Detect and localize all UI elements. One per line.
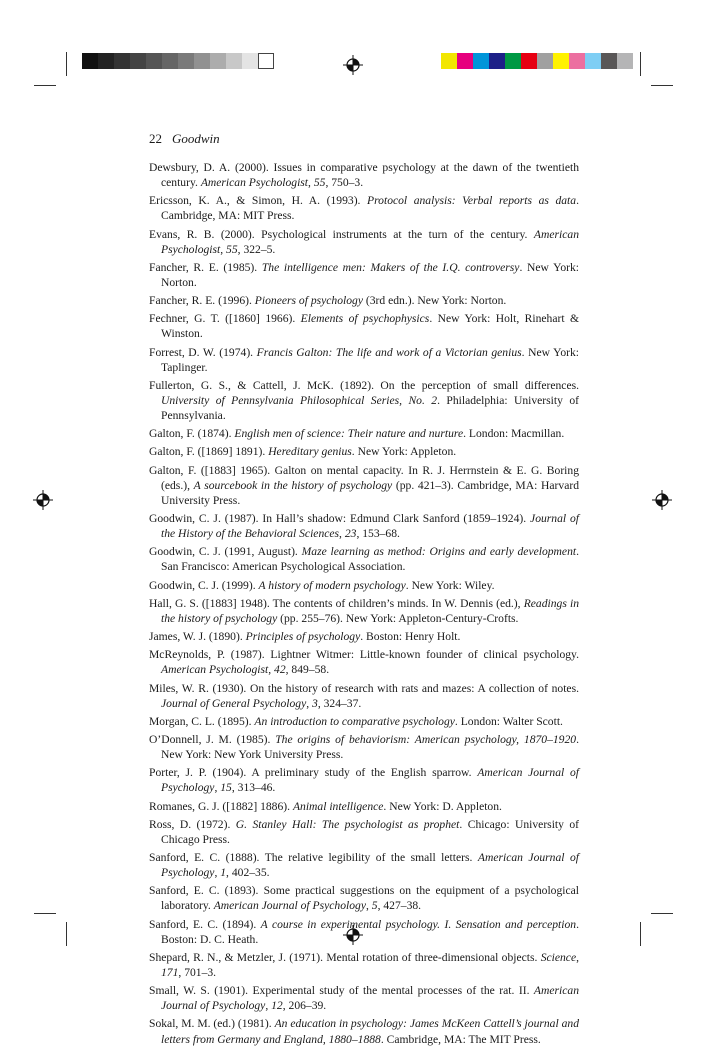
reference-text: Forrest, D. W. (1974). (149, 345, 257, 359)
grayscale-swatch (130, 53, 146, 69)
reference-text: . New York: New York University Press. (161, 732, 579, 762)
color-swatch (617, 53, 633, 69)
reference-text: . New York: Appleton. (351, 445, 457, 459)
crop-mark-bottom-right-v (640, 922, 641, 946)
reference-entry (149, 732, 579, 762)
reference-text: Morgan, C. L. (1895). (149, 714, 255, 728)
color-swatch (473, 53, 489, 69)
reference-text: Galton, F. ([1869] 1891). (149, 445, 269, 459)
reference-italic-text: 23 (344, 527, 357, 541)
reference-text: O’Donnell, J. M. (1985). (149, 732, 276, 746)
reference-italic-text: A sourcebook in the history of psychology (193, 478, 393, 492)
reference-entry (149, 544, 579, 574)
reference-text: . New York: Holt, Rinehart & Winston. (161, 312, 579, 341)
registration-mark-right-icon (652, 490, 672, 510)
grayscale-swatch (146, 53, 162, 69)
reference-italic-text: 55 (313, 176, 326, 190)
page-number: 22 (149, 131, 162, 146)
reference-text: , (214, 866, 221, 880)
reference-text: , 750–3. (325, 176, 364, 190)
reference-italic-text: 171 (161, 965, 179, 979)
reference-italic-text: Protocol analysis: Verbal reports as data (367, 194, 577, 208)
reference-italic-text: University of Pennsylvania Philosophical Series, No. 2 (161, 393, 438, 407)
reference-text: Galton, F. ([1883] 1965). Galton on mental capacity. In R. J. Herrnstein & E. G. Boring (eds.), (149, 463, 579, 492)
reference-text: , 322–5. (237, 242, 276, 256)
reference-entry (149, 293, 579, 308)
reference-italic-text: 12 (271, 999, 283, 1013)
reference-text: Shepard, R. N., & Metzler, J. (1971). Mental rotation of three-dimensional objects. (149, 950, 541, 964)
grayscale-swatch (194, 53, 210, 69)
grayscale-swatch (226, 53, 242, 69)
reference-italic-text: An education in psychology: James McKeen Cattell’s journal and letters from Germany and England, 1880–1888 (161, 1017, 579, 1046)
reference-text: Goodwin, C. J. (1991, August). (149, 545, 302, 559)
reference-text: Romanes, G. J. ([1882] 1886). (149, 799, 293, 813)
reference-text: Ericsson, K. A., & Simon, H. A. (1993). (149, 194, 368, 208)
reference-entry (149, 1016, 579, 1046)
registration-mark-left-icon (33, 490, 53, 510)
reference-text: James, W. J. (1890). (149, 630, 246, 644)
reference-italic-text: Elements of psychophysics (300, 312, 430, 326)
color-swatch (521, 53, 537, 69)
crop-mark-bottom-right-h (651, 913, 673, 914)
reference-text: , (306, 696, 313, 710)
reference-text: Evans, R. B. (2000). Psychological instruments at the turn of the century. (149, 227, 534, 241)
reference-text: . Cambridge, MA: The MIT Press. (380, 1032, 541, 1046)
reference-text: (pp. 255–76). New York: Appleton-Century-Crofts. (277, 611, 519, 625)
color-swatch (553, 53, 569, 69)
reference-text: , (265, 999, 272, 1013)
reference-list (149, 160, 579, 1050)
reference-text: (3rd edn.). New York: Norton. (362, 294, 507, 308)
reference-italic-text: English men of science: Their nature and nurture (234, 427, 464, 441)
reference-text: Goodwin, C. J. (1999). (149, 578, 259, 592)
reference-italic-text: American Psychologist (200, 176, 309, 190)
crop-mark-top-right-v (640, 52, 641, 76)
reference-text: , 701–3. (178, 965, 217, 979)
crop-mark-bottom-left-v (66, 922, 67, 946)
reference-italic-text: A history of modern psychology (258, 578, 406, 592)
reference-text: . Philadelphia: University of Pennsylvania. (161, 393, 579, 423)
reference-italic-text: Science (540, 950, 577, 964)
reference-text: Dewsbury, D. A. (2000). Issues in comparative psychology at the dawn of the twentieth century. (149, 161, 579, 190)
reference-text: , 153–68. (356, 527, 400, 541)
reference-text: , (308, 176, 314, 190)
reference-italic-text: American Psychologist (161, 663, 269, 677)
reference-text: (pp. 421–3). Cambridge, MA: Harvard University Press. (161, 478, 580, 507)
reference-entry (149, 714, 579, 729)
reference-text: , 849–58. (285, 663, 330, 677)
reference-text: Small, W. S. (1901). Experimental study of the mental processes of the rat. II. (149, 984, 534, 998)
reference-text: , 427–38. (377, 899, 422, 913)
reference-text: Galton, F. (1874). (149, 427, 235, 441)
reference-text: . New York: D. Appleton. (383, 799, 502, 813)
reference-italic-text: The intelligence men: Makers of the I.Q. controversy (261, 260, 520, 274)
reference-entry (149, 378, 579, 423)
reference-entry (149, 950, 579, 980)
reference-entry (149, 193, 579, 223)
reference-entry (149, 883, 579, 913)
reference-italic-text: 1 (220, 866, 227, 880)
color-swatch (457, 53, 473, 69)
color-swatch (505, 53, 521, 69)
crop-mark-top-left-v (66, 52, 67, 76)
reference-text: . Chicago: University of Chicago Press. (161, 817, 579, 846)
grayscale-swatch (178, 53, 194, 69)
grayscale-calibration-bar (82, 53, 274, 69)
reference-entry (149, 345, 579, 375)
reference-italic-text: A course in experimental psychology. I. Sensation and perception (260, 917, 577, 931)
crop-mark-top-left-h (34, 85, 56, 86)
grayscale-swatch (258, 53, 274, 69)
grayscale-swatch (210, 53, 226, 69)
reference-text: , (576, 950, 579, 964)
reference-text: , (365, 899, 372, 913)
reference-entry (149, 596, 579, 626)
grayscale-swatch (82, 53, 98, 69)
reference-text: Ross, D. (1972). (149, 817, 236, 831)
reference-text: Sanford, E. C. (1894). (149, 917, 261, 931)
reference-text: , 402–35. (226, 866, 270, 880)
reference-entry (149, 681, 579, 711)
reference-italic-text: 3 (312, 696, 318, 710)
reference-text: . Boston: Henry Holt. (360, 630, 461, 644)
color-swatch (489, 53, 505, 69)
reference-text: Miles, W. R. (1930). On the history of research with rats and mazes: A collection of notes. (149, 681, 579, 695)
reference-text: , 313–46. (231, 781, 276, 795)
reference-italic-text: Journal of the History of the Behavioral Sciences (161, 512, 580, 541)
reference-italic-text: Maze learning as method: Origins and early development (301, 545, 577, 559)
reference-entry (149, 799, 579, 814)
reference-entry (149, 850, 579, 880)
reference-text: , (220, 242, 227, 256)
running-head-author: Goodwin (172, 131, 220, 146)
reference-entry (149, 629, 579, 644)
color-swatch (601, 53, 617, 69)
reference-entry (149, 160, 579, 190)
reference-italic-text: American Journal of Psychology (213, 899, 366, 913)
reference-entry (149, 260, 579, 290)
reference-italic-text: The origins of behaviorism: American psychology, 1870–1920 (275, 732, 577, 746)
reference-italic-text: 5 (371, 899, 378, 913)
reference-text: Fullerton, G. S., & Cattell, J. McK. (1892). On the perception of small differences. (149, 378, 579, 392)
reference-italic-text: Hereditary genius (268, 445, 352, 459)
grayscale-swatch (162, 53, 178, 69)
reference-text: . New York: Norton. (161, 260, 580, 289)
reference-text: Fancher, R. E. (1996). (149, 294, 255, 308)
reference-entry (149, 311, 579, 341)
reference-italic-text: American Journal of Psychology (161, 984, 579, 1013)
reference-text: . Boston: D. C. Heath. (161, 917, 579, 946)
reference-text: , (214, 781, 221, 795)
reference-italic-text: Principles of psychology (245, 630, 361, 644)
reference-text: . New York: Wiley. (405, 578, 495, 592)
reference-text: Sanford, E. C. (1893). Some practical suggestions on the equipment of a psychological laboratory. (149, 884, 579, 913)
color-swatch (441, 53, 457, 69)
running-header (149, 131, 220, 147)
reference-entry (149, 917, 579, 947)
grayscale-swatch (114, 53, 130, 69)
reference-text: . New York: Taplinger. (161, 345, 580, 374)
reference-italic-text: Readings in the history of psychology (161, 596, 579, 625)
reference-italic-text: 42 (274, 663, 286, 677)
reference-entry (149, 983, 579, 1013)
reference-text: Hall, G. S. ([1883] 1948). The contents of children’s minds. In W. Dennis (ed.), (149, 596, 524, 610)
color-swatch (537, 53, 553, 69)
reference-text: , (339, 527, 345, 541)
reference-italic-text: American Psychologist (161, 227, 579, 256)
reference-italic-text: Journal of General Psychology (161, 696, 307, 710)
reference-text: Sokal, M. M. (ed.) (1981). (149, 1017, 275, 1031)
grayscale-swatch (98, 53, 114, 69)
reference-italic-text: Francis Galton: The life and work of a Victorian genius (256, 345, 522, 359)
reference-text: . Cambridge, MA: MIT Press. (161, 194, 579, 223)
reference-text: . London: Walter Scott. (454, 714, 563, 728)
reference-italic-text: 15 (220, 781, 232, 795)
reference-text: , 206–39. (282, 999, 327, 1013)
reference-italic-text: An introduction to comparative psychology (254, 714, 455, 728)
reference-italic-text: American Journal of Psychology (161, 851, 579, 880)
reference-entry (149, 463, 579, 508)
reference-text: . San Francisco: American Psychological Association. (161, 545, 580, 574)
reference-text: Goodwin, C. J. (1987). In Hall’s shadow: Edmund Clark Sanford (1859–1924). (149, 512, 531, 525)
reference-italic-text: G. Stanley Hall: The psychologist as prophet (235, 817, 460, 831)
reference-italic-text: Animal intelligence (292, 799, 384, 813)
reference-text: , (268, 663, 275, 677)
reference-text: , 324–37. (317, 696, 362, 710)
reference-entry (149, 426, 579, 441)
color-swatch (585, 53, 601, 69)
reference-entry (149, 817, 579, 847)
reference-italic-text: American Journal of Psychology (161, 766, 579, 795)
crop-mark-bottom-left-h (34, 913, 56, 914)
color-swatch (569, 53, 585, 69)
reference-entry (149, 765, 579, 795)
reference-italic-text: Pioneers of psychology (254, 294, 363, 308)
reference-text: McReynolds, P. (1987). Lightner Witmer: Little-known founder of clinical psychology. (149, 648, 579, 662)
grayscale-swatch (242, 53, 258, 69)
crop-mark-top-right-h (651, 85, 673, 86)
color-calibration-bar (441, 53, 633, 69)
reference-entry (149, 511, 579, 541)
reference-text: Sanford, E. C. (1888). The relative legibility of the small letters. (149, 851, 478, 864)
registration-mark-top-icon (343, 55, 363, 75)
reference-entry (149, 227, 579, 257)
reference-text: Porter, J. P. (1904). A preliminary study of the English sparrow. (149, 766, 478, 780)
reference-text: Fancher, R. E. (1985). (149, 260, 262, 274)
reference-text: Fechner, G. T. ([1860] 1966). (149, 312, 301, 326)
reference-entry (149, 444, 579, 459)
reference-entry (149, 578, 579, 593)
reference-text: . London: Macmillan. (463, 427, 565, 441)
reference-italic-text: 55 (226, 242, 238, 256)
reference-entry (149, 647, 579, 677)
